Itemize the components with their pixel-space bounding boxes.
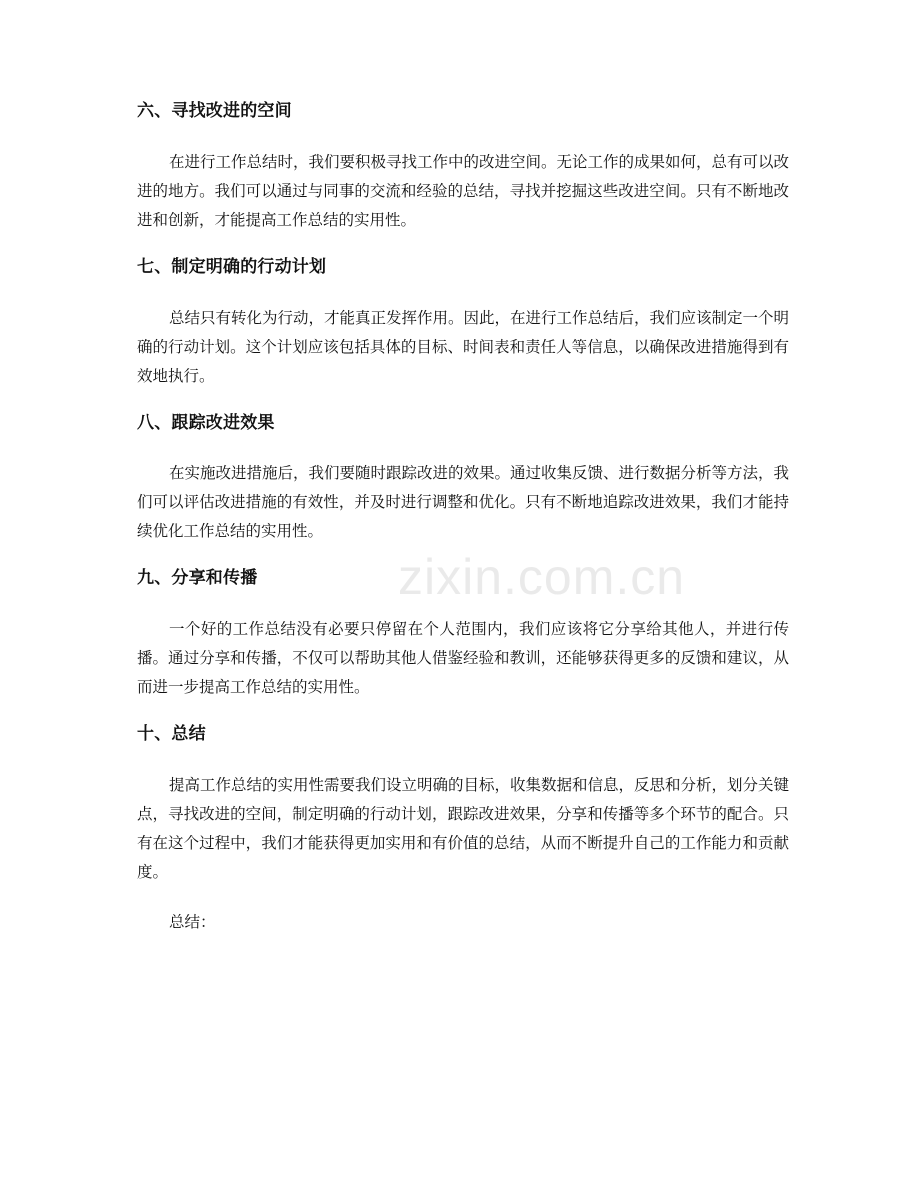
section-heading: 八、跟踪改进效果	[137, 412, 275, 433]
section-paragraph: 总结只有转化为行动，才能真正发挥作用。因此，在进行工作总结后，我们应该制定一个明确的行动计划。这个计划应该包括具体的目标、时间表和责任人等信息，以确保改进措施得到有效地执行。	[137, 308, 790, 385]
watermark-text: zixin.com.cn	[398, 549, 686, 605]
section-10	[137, 723, 789, 887]
section-heading: 七、制定明确的行动计划	[137, 256, 327, 277]
section-heading: 十、总结	[137, 724, 206, 745]
section-9	[137, 567, 789, 702]
section-paragraph: 一个好的工作总结没有必要只停留在个人范围内，我们应该将它分享给其他人，并进行传播。通过分享和传播，不仅可以帮助其他人借鉴经验和教训，还能够获得更多的反馈和建议，从而进一步提高工作总结的实用性。	[137, 620, 789, 697]
closing-label: 总结：	[169, 912, 216, 931]
document-body	[137, 100, 789, 937]
section-8	[137, 412, 789, 547]
section-paragraph: 在进行工作总结时，我们要积极寻找工作中的改进空间。无论工作的成果如何，总有可以改进的地方。我们可以通过与同事的交流和经验的总结，寻找并挖掘这些改进空间。只有不断地改进和创新，才能提高工作总结的实用性。	[137, 152, 790, 229]
section-paragraph: 提高工作总结的实用性需要我们设立明确的目标，收集数据和信息，反思和分析，划分关键点，寻找改进的空间，制定明确的行动计划，跟踪改进效果，分享和传播等多个环节的配合。只有在这个过程中，我们才能获得更加实用和有价值的总结，从而不断提升自己的工作能力和贡献度。	[137, 775, 790, 881]
section-heading: 九、分享和传播	[137, 568, 258, 589]
section-7	[137, 256, 789, 391]
section-6	[137, 100, 789, 235]
section-paragraph: 在实施改进措施后，我们要随时跟踪改进的效果。通过收集反馈、进行数据分析等方法，我们可以评估改进措施的有效性，并及时进行调整和优化。只有不断地追踪改进效果，我们才能持续优化工作总结的实用性。	[137, 464, 790, 541]
section-heading: 六、寻找改进的空间	[137, 101, 292, 121]
